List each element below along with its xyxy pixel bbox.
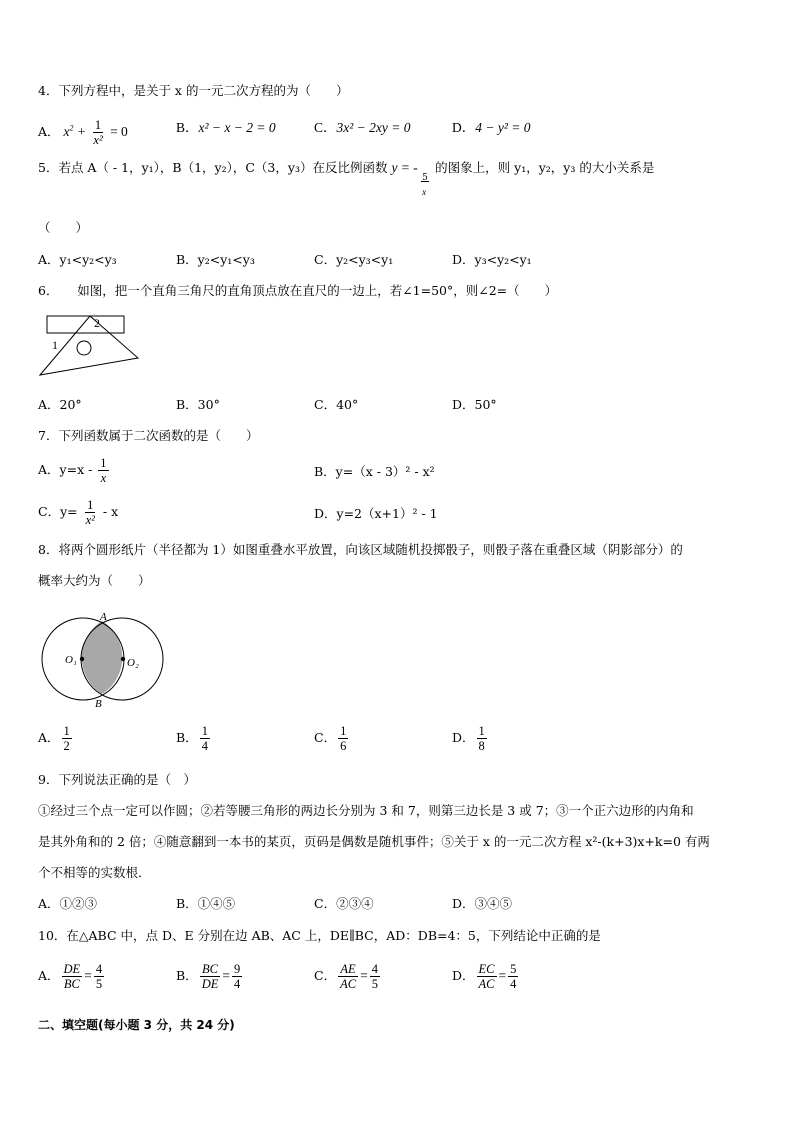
q9-option-b[interactable]: B．①④⑤ — [176, 896, 236, 911]
point-o2-label: O₂ — [127, 657, 139, 669]
q9-option-a[interactable]: A．①②③ — [38, 896, 98, 911]
q6-option-c[interactable]: C．40° — [314, 397, 359, 412]
q8-option-a[interactable]: A． $\frac{1}{2}$ — [38, 724, 70, 753]
angle-1-label: 1 — [52, 338, 58, 352]
q10-stem: 10．在△ABC 中，点 D、E 分别在边 AB、AC 上，DE∥BC，AD：DB=4：5，下列结论中正确的是 — [38, 928, 601, 943]
q8-stem-line1: 8．将两个圆形纸片（半径都为 1）如图重叠水平放置，向该区域随机投掷骰子，则骰子落在重叠区域（阴影部分）的 — [38, 542, 683, 557]
point-a-label: A — [100, 611, 107, 623]
q4-stem: 4．下列方程中，是关于 x 的一元二次方程的为（ ） — [38, 83, 349, 98]
q5-option-c[interactable]: C．y₂<y₃<y₁ — [314, 252, 394, 267]
q4-a-label: A． — [38, 124, 60, 139]
q8-stem-line2: 概率大约为（ ） — [38, 573, 151, 588]
q9-option-c[interactable]: C．②③④ — [314, 896, 374, 911]
q5-function-fraction: $\frac{5}{x}$ — [422, 173, 428, 197]
q6-option-b[interactable]: B．30° — [176, 397, 220, 412]
q10-option-b[interactable]: B． $\frac{BC}{DE}$ = $\frac{9}{4}$ — [176, 962, 241, 991]
point-o2 — [121, 657, 125, 661]
q6-option-d[interactable]: D．50° — [452, 397, 497, 412]
point-o1 — [80, 657, 84, 661]
q6-stem: 6． 如图，把一个直角三角尺的直角顶点放在直尺的一边上，若∠1=50°，则∠2=（ ） — [38, 283, 558, 298]
section-2-heading: 二、填空题(每小题 3 分，共 24 分) — [38, 1018, 235, 1032]
q4-option-d[interactable]: D．4 − y² = 0 — [452, 120, 531, 135]
q7-option-c[interactable]: C．y= $\frac{1}{\text{x²}}$ - x — [38, 498, 119, 527]
q9-option-d[interactable]: D．③④⑤ — [452, 896, 513, 911]
q6-ruler-triangle-figure — [36, 312, 144, 380]
q7-stem: 7．下列函数属于二次函数的是（ ） — [38, 428, 259, 443]
q7-option-d[interactable]: D．y=2（x+1）² - 1 — [314, 506, 438, 521]
q7-option-b[interactable]: B．y=（x - 3）² - x² — [314, 464, 435, 479]
q10-option-a[interactable]: A． $\frac{DE}{BC}$ = $\frac{4}{5}$ — [38, 962, 103, 991]
q9-statement-line3: 个不相等的实数根． — [38, 865, 151, 880]
q4-option-b[interactable]: B．x² − x − 2 = 0 — [176, 120, 276, 135]
q5-option-a[interactable]: A．y₁<y₂<y₃ — [38, 252, 117, 267]
q8-overlapping-circles-figure — [38, 610, 170, 710]
set-square-hole — [77, 341, 91, 355]
q9-stem: 9．下列说法正确的是（ ） — [38, 772, 196, 787]
point-o1-label: O₁ — [65, 654, 77, 666]
q8-option-c[interactable]: C． $\frac{1}{6}$ — [314, 724, 347, 753]
q4-option-c[interactable]: C．3x² − 2xy = 0 — [314, 120, 411, 135]
q10-option-d[interactable]: D． $\frac{EC}{AC}$ = $\frac{5}{4}$ — [452, 962, 517, 991]
q5-answer-paren: （ ） — [38, 220, 89, 235]
q8-option-b[interactable]: B． $\frac{1}{4}$ — [176, 724, 208, 753]
point-b-label: B — [95, 698, 102, 710]
q4-option-a[interactable]: A． $x^2$ + $\frac{1}{\text{x²}}$ = 0 — [38, 118, 128, 147]
q5-option-d[interactable]: D．y₃<y₂<y₁ — [452, 252, 532, 267]
q8-option-d[interactable]: D． $\frac{1}{8}$ — [452, 724, 485, 753]
q10-option-c[interactable]: C． $\frac{AE}{AC}$ = $\frac{4}{5}$ — [314, 962, 378, 991]
q4-a-fraction: $\frac{1}{\text{x²}}$ — [93, 118, 103, 147]
q6-option-a[interactable]: A．20° — [38, 397, 82, 412]
q5-option-b[interactable]: B．y₂<y₁<y₃ — [176, 252, 255, 267]
q5-stem: 5．若点 A（ - 1，y₁），B（1，y₂），C（3，y₃）在反比例函数 y = - $\frac{5}{x}$ 的图象上，则 y₁，y₂，y₃ 的大小关系是 — [38, 160, 655, 197]
ruler — [47, 316, 124, 333]
angle-2-label: 2 — [94, 316, 100, 330]
q7-option-a[interactable]: A．y=x - $\frac{1}{x}$ — [38, 456, 107, 485]
q9-statement-line1: ①经过三个点一定可以作圆；②若等腰三角形的两边长分别为 3 和 7，则第三边长是 3 或 7；③一个正六边形的内角和 — [38, 803, 694, 818]
q9-statement-line2: 是其外角和的 2 倍；④随意翻到一本书的某页，页码是偶数是随机事件；⑤关于 x 的一元二次方程 x²-(k+3)x+k=0 有两 — [38, 834, 710, 849]
q4-a-expr: $x^2$ + — [63, 123, 90, 139]
